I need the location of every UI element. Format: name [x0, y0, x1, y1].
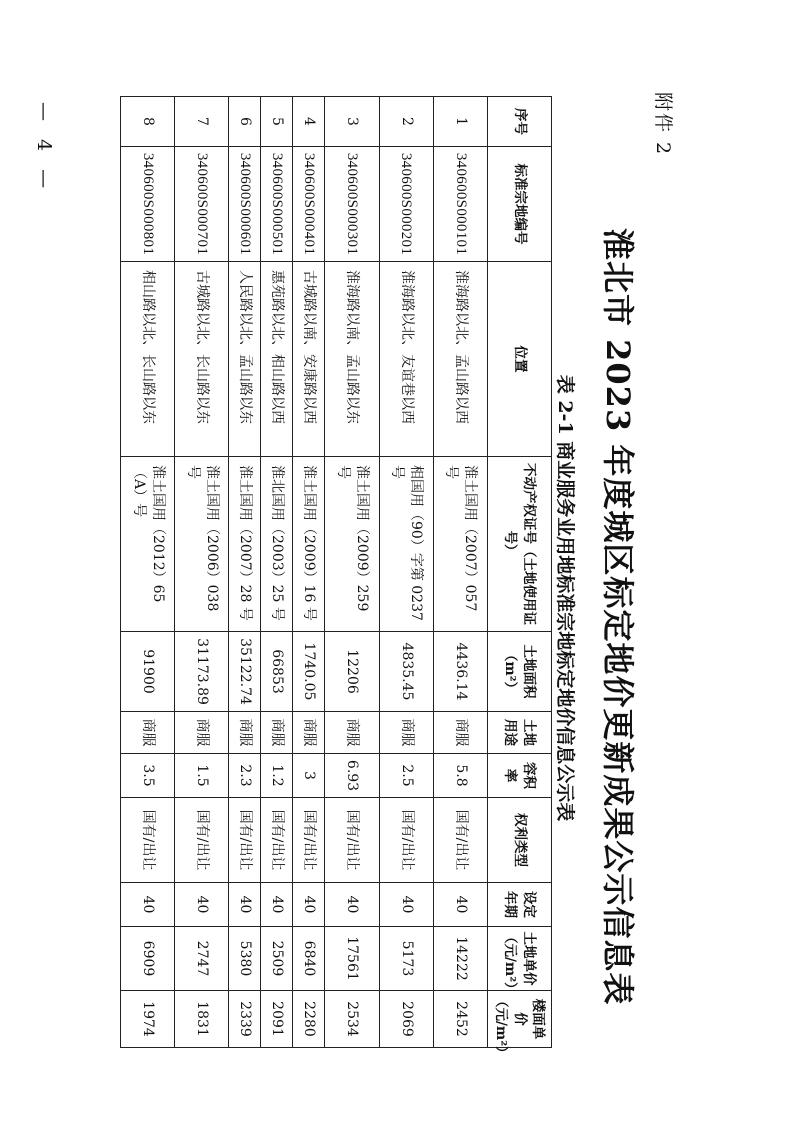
header-code: 标准宗地编号: [488, 147, 552, 262]
cell-land-price: 2747: [175, 927, 229, 991]
cell-cert: 淮土国用（2007）28 号: [229, 457, 261, 632]
cell-location: 古城路以北、长山路以东: [175, 262, 229, 457]
cell-land-price: 5173: [379, 927, 433, 991]
cell-term: 40: [175, 883, 229, 927]
cell-far: 5.8: [433, 754, 487, 798]
table-caption: 表 2-1 商业服务业用地标准宗地标定地价信息公示表: [554, 374, 576, 822]
table-row: [121, 97, 175, 1048]
cell-term: 40: [121, 883, 175, 927]
cell-far: 2.5: [379, 754, 433, 798]
cell-use: 商服: [293, 712, 325, 754]
header-cert: 不动产权证号（土地使用证号）: [488, 457, 552, 632]
cell-area: 4436.14: [433, 632, 487, 712]
cell-land-price: 6909: [121, 927, 175, 991]
cell-use: 商服: [261, 712, 293, 754]
cell-floor-price: 1831: [175, 991, 229, 1048]
header-far: 容积率: [488, 754, 552, 798]
cell-use: 商服: [325, 712, 379, 754]
cell-location: 人民路以北、孟山路以东: [229, 262, 261, 457]
cell-term: 40: [433, 883, 487, 927]
cell-cert: 淮土国用（2012）65（A）号: [121, 457, 175, 632]
cell-code: 340600S000801: [121, 147, 175, 262]
cell-land-price: 5380: [229, 927, 261, 991]
cell-term: 40: [325, 883, 379, 927]
cell-area: 91900: [121, 632, 175, 712]
cell-far: 2.3: [229, 754, 261, 798]
cell-use: 商服: [433, 712, 487, 754]
table-row: [433, 97, 487, 1048]
cell-area: 12206: [325, 632, 379, 712]
table-row: [261, 97, 293, 1048]
cell-far: 6.93: [325, 754, 379, 798]
cell-seq: 7: [175, 97, 229, 147]
cell-use: 商服: [379, 712, 433, 754]
cell-right: 国有/出让: [261, 798, 293, 883]
cell-seq: 8: [121, 97, 175, 147]
cell-term: 40: [261, 883, 293, 927]
cell-location: 淮海路以北、友谊巷以西: [379, 262, 433, 457]
land-price-table: [120, 96, 552, 1060]
document-title: 淮北市 2023 年度城区标定地价更新成果公示信息表: [599, 228, 637, 1006]
cell-seq: 6: [229, 97, 261, 147]
header-use: 土地用途: [488, 712, 552, 754]
cell-location: 古城路以南、安康路以西: [293, 262, 325, 457]
cell-seq: 5: [261, 97, 293, 147]
header-term: 设定年期: [488, 883, 552, 927]
cell-cert: 相国用（90）字第 0237 号: [379, 457, 433, 632]
cell-cert: 淮北国用（2003）25 号: [261, 457, 293, 632]
cell-code: 340600S000501: [261, 147, 293, 262]
cell-area: 66853: [261, 632, 293, 712]
cell-location: 淮海路以北、孟山路以西: [433, 262, 487, 457]
header-right: 权利类型: [488, 798, 552, 883]
header-area: 土地面积（m²）: [488, 632, 552, 712]
header-seq: 序号: [488, 97, 552, 147]
cell-term: 40: [379, 883, 433, 927]
cell-area: 4835.45: [379, 632, 433, 712]
table-row: [325, 97, 379, 1048]
table-header-row: [488, 97, 552, 1048]
cell-cert: 淮土国用（2006）038 号: [175, 457, 229, 632]
cell-seq: 2: [379, 97, 433, 147]
cell-location: 淮海路以南、孟山路以东: [325, 262, 379, 457]
cell-location: 相山路以北、长山路以东: [121, 262, 175, 457]
cell-seq: 4: [293, 97, 325, 147]
cell-right: 国有/出让: [433, 798, 487, 883]
cell-location: 惠苑路以北、相山路以西: [261, 262, 293, 457]
cell-code: 340600S000301: [325, 147, 379, 262]
cell-floor-price: 2091: [261, 991, 293, 1048]
header-land-price: 土地单价（元/m²）: [488, 927, 552, 991]
annex-label: 附件 2: [652, 92, 674, 157]
cell-code: 340600S000401: [293, 147, 325, 262]
cell-floor-price: 2280: [293, 991, 325, 1048]
table-row: [293, 97, 325, 1048]
cell-area: 35122.74: [229, 632, 261, 712]
cell-seq: 1: [433, 97, 487, 147]
cell-floor-price: 2534: [325, 991, 379, 1048]
cell-area: 31173.89: [175, 632, 229, 712]
cell-use: 商服: [229, 712, 261, 754]
cell-cert: 淮土国用（2007）057 号: [433, 457, 487, 632]
cell-seq: 3: [325, 97, 379, 147]
cell-term: 40: [293, 883, 325, 927]
cell-use: 商服: [121, 712, 175, 754]
cell-right: 国有/出让: [175, 798, 229, 883]
cell-land-price: 17561: [325, 927, 379, 991]
cell-floor-price: 1974: [121, 991, 175, 1048]
cell-use: 商服: [175, 712, 229, 754]
cell-far: 1.5: [175, 754, 229, 798]
cell-floor-price: 2069: [379, 991, 433, 1048]
cell-floor-price: 2339: [229, 991, 261, 1048]
cell-cert: 淮土国用（2009）16 号: [293, 457, 325, 632]
cell-term: 40: [229, 883, 261, 927]
cell-floor-price: 2452: [433, 991, 487, 1048]
cell-land-price: 6840: [293, 927, 325, 991]
cell-far: 3.5: [121, 754, 175, 798]
cell-far: 3: [293, 754, 325, 798]
page-number: — 4 —: [33, 102, 55, 195]
cell-code: 340600S000701: [175, 147, 229, 262]
cell-land-price: 14222: [433, 927, 487, 991]
table-row: [379, 97, 433, 1048]
cell-right: 国有/出让: [121, 798, 175, 883]
cell-land-price: 2509: [261, 927, 293, 991]
cell-code: 340600S000201: [379, 147, 433, 262]
cell-right: 国有/出让: [229, 798, 261, 883]
header-location: 位置: [488, 262, 552, 457]
cell-right: 国有/出让: [325, 798, 379, 883]
table-row: [175, 97, 229, 1048]
header-floor-price: 楼面单价（元/m²）: [488, 991, 552, 1048]
table-row: [229, 97, 261, 1048]
cell-code: 340600S000101: [433, 147, 487, 262]
cell-right: 国有/出让: [379, 798, 433, 883]
cell-cert: 淮土国用（2009）259 号: [325, 457, 379, 632]
cell-right: 国有/出让: [293, 798, 325, 883]
cell-far: 1.2: [261, 754, 293, 798]
cell-area: 1740.05: [293, 632, 325, 712]
cell-code: 340600S000601: [229, 147, 261, 262]
